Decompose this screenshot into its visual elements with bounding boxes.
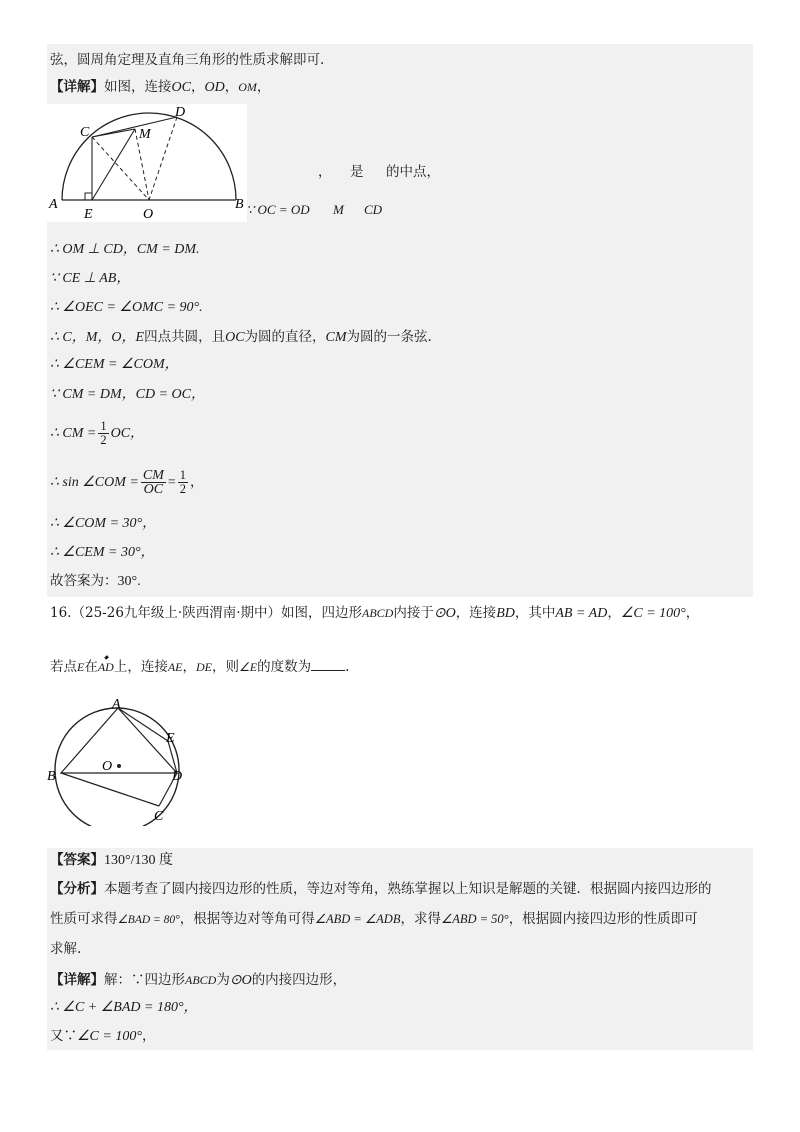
question-line-1: 16.（25-26九年级上·陕西渭南·期中）如图，四边形ABCD内接于⊙O，连接BD，其中AB = AD，∠C = 100°， bbox=[50, 605, 700, 621]
fig2-label-a: A bbox=[112, 697, 121, 712]
question-line-2: 若点E在◆ AD上，连接AE，DE，则∠E的度数为 . bbox=[50, 657, 349, 677]
math-line: ∴ ∠C + ∠BAD = 180°， bbox=[50, 1000, 198, 1015]
math: 30°. bbox=[117, 574, 141, 589]
math-line bbox=[50, 418, 144, 449]
arc-ad: ◆ AD bbox=[98, 657, 114, 677]
question-number: 16. bbox=[50, 605, 72, 621]
math-line: ∴ sin ∠COM = $\frac{CM}{OC}$ = $\frac{1}{2}$ ， bbox=[50, 468, 204, 497]
math: CM bbox=[325, 330, 347, 345]
math-line: ∴ OM ⊥ CD，CM = DM. bbox=[50, 242, 200, 257]
fig1-label-m: M bbox=[139, 127, 151, 142]
fig1-label-c: C bbox=[80, 125, 90, 140]
text: 如图，连接 bbox=[104, 79, 172, 95]
analysis-line-1: 【分析】本题考查了圆内接四边形的性质，等边对等角，熟练掌握以上知识是解题的关键．根据圆内接四边形的 bbox=[50, 881, 712, 897]
text-line bbox=[50, 327, 432, 348]
fig1-label-a: A bbox=[49, 197, 58, 212]
answer-value: 130°/130 度 bbox=[104, 853, 173, 868]
text-line: ， bbox=[318, 164, 332, 180]
math-line: ∵ CM = DM，CD = OC， bbox=[50, 387, 205, 402]
figure-semicircle bbox=[47, 104, 247, 222]
fig2-label-b: B bbox=[47, 769, 56, 784]
math: OD bbox=[204, 80, 225, 95]
math: ∴ sin ∠COM = bbox=[50, 475, 139, 490]
math-line: ∴ ∠OEC = ∠OMC = 90°. bbox=[50, 300, 203, 315]
fig2-label-d: D bbox=[172, 769, 183, 784]
analysis-line-3: 求解. bbox=[50, 941, 82, 957]
fig1-label-o: O bbox=[143, 207, 154, 222]
text: 故答案为： bbox=[50, 573, 118, 589]
text: 为圆的一条弦. bbox=[346, 329, 432, 345]
math-line: ∴ ∠CEM = ∠COM， bbox=[50, 357, 179, 372]
answer-label: 【答案】 bbox=[50, 852, 104, 868]
answer-blank[interactable] bbox=[311, 658, 345, 671]
fraction: $\frac{1}{2}$ bbox=[100, 419, 107, 447]
fig2-label-o: O bbox=[102, 759, 113, 774]
math-line: CD bbox=[364, 202, 383, 217]
fig1-label-d: D bbox=[175, 105, 186, 120]
math-line: ∵ OC = OD bbox=[246, 202, 310, 217]
text-line bbox=[50, 571, 141, 592]
math-line: ∵ CE ⊥ AB， bbox=[50, 271, 131, 286]
math-line: M bbox=[333, 202, 344, 217]
fig2-label-e: E bbox=[166, 731, 175, 746]
detail-line: 【详解】解：∵四边形ABCD为⊙O的内接四边形， bbox=[50, 972, 347, 988]
math: OC， bbox=[110, 426, 145, 441]
text-line: 是 bbox=[350, 164, 364, 180]
math-line: 又∵∠C = 100°， bbox=[50, 1028, 156, 1044]
math: OC bbox=[171, 80, 191, 95]
math: OC bbox=[225, 330, 245, 345]
math: = bbox=[167, 475, 176, 490]
fig1-label-e: E bbox=[84, 207, 93, 222]
fraction: $\frac{1}{2}$ bbox=[179, 468, 187, 496]
analysis-line-2: 性质可求得∠BAD = 80°，根据等边对等角可得∠ABD = ∠ADB，求得∠ABD = 50°，根据圆内接四边形的性质即可 bbox=[50, 911, 698, 927]
text-line: 的中点， bbox=[386, 164, 440, 180]
text: 为圆的直径， bbox=[244, 329, 326, 345]
answer-line bbox=[50, 850, 173, 871]
figure-inscribed-quadrilateral bbox=[44, 696, 194, 826]
fig1-label-b: B bbox=[235, 197, 244, 212]
math-line: ∴ ∠CEM = 30°， bbox=[50, 545, 155, 560]
fig2-label-c: C bbox=[154, 809, 164, 824]
analysis-label: 【分析】 bbox=[50, 881, 104, 897]
math: ∴ C，M，O，E bbox=[50, 330, 145, 345]
text: 四点共圆，且 bbox=[144, 329, 226, 345]
detail-label: 【详解】 bbox=[50, 79, 104, 95]
fraction: $\frac{CM}{OC}$ bbox=[142, 468, 164, 497]
detail-label: 【详解】 bbox=[50, 972, 104, 988]
text-line: 弦，圆周角定理及直角三角形的性质求解即可. bbox=[50, 52, 325, 68]
math: OM bbox=[238, 80, 257, 94]
detail-line: 【详解】如图，连接OC，OD，OM， bbox=[50, 79, 271, 95]
question-source: （25-26九年级上·陕西渭南·期中） bbox=[71, 605, 281, 621]
math-line: ∴ ∠COM = 30°， bbox=[50, 516, 157, 531]
math: ∴ CM = bbox=[50, 426, 97, 441]
